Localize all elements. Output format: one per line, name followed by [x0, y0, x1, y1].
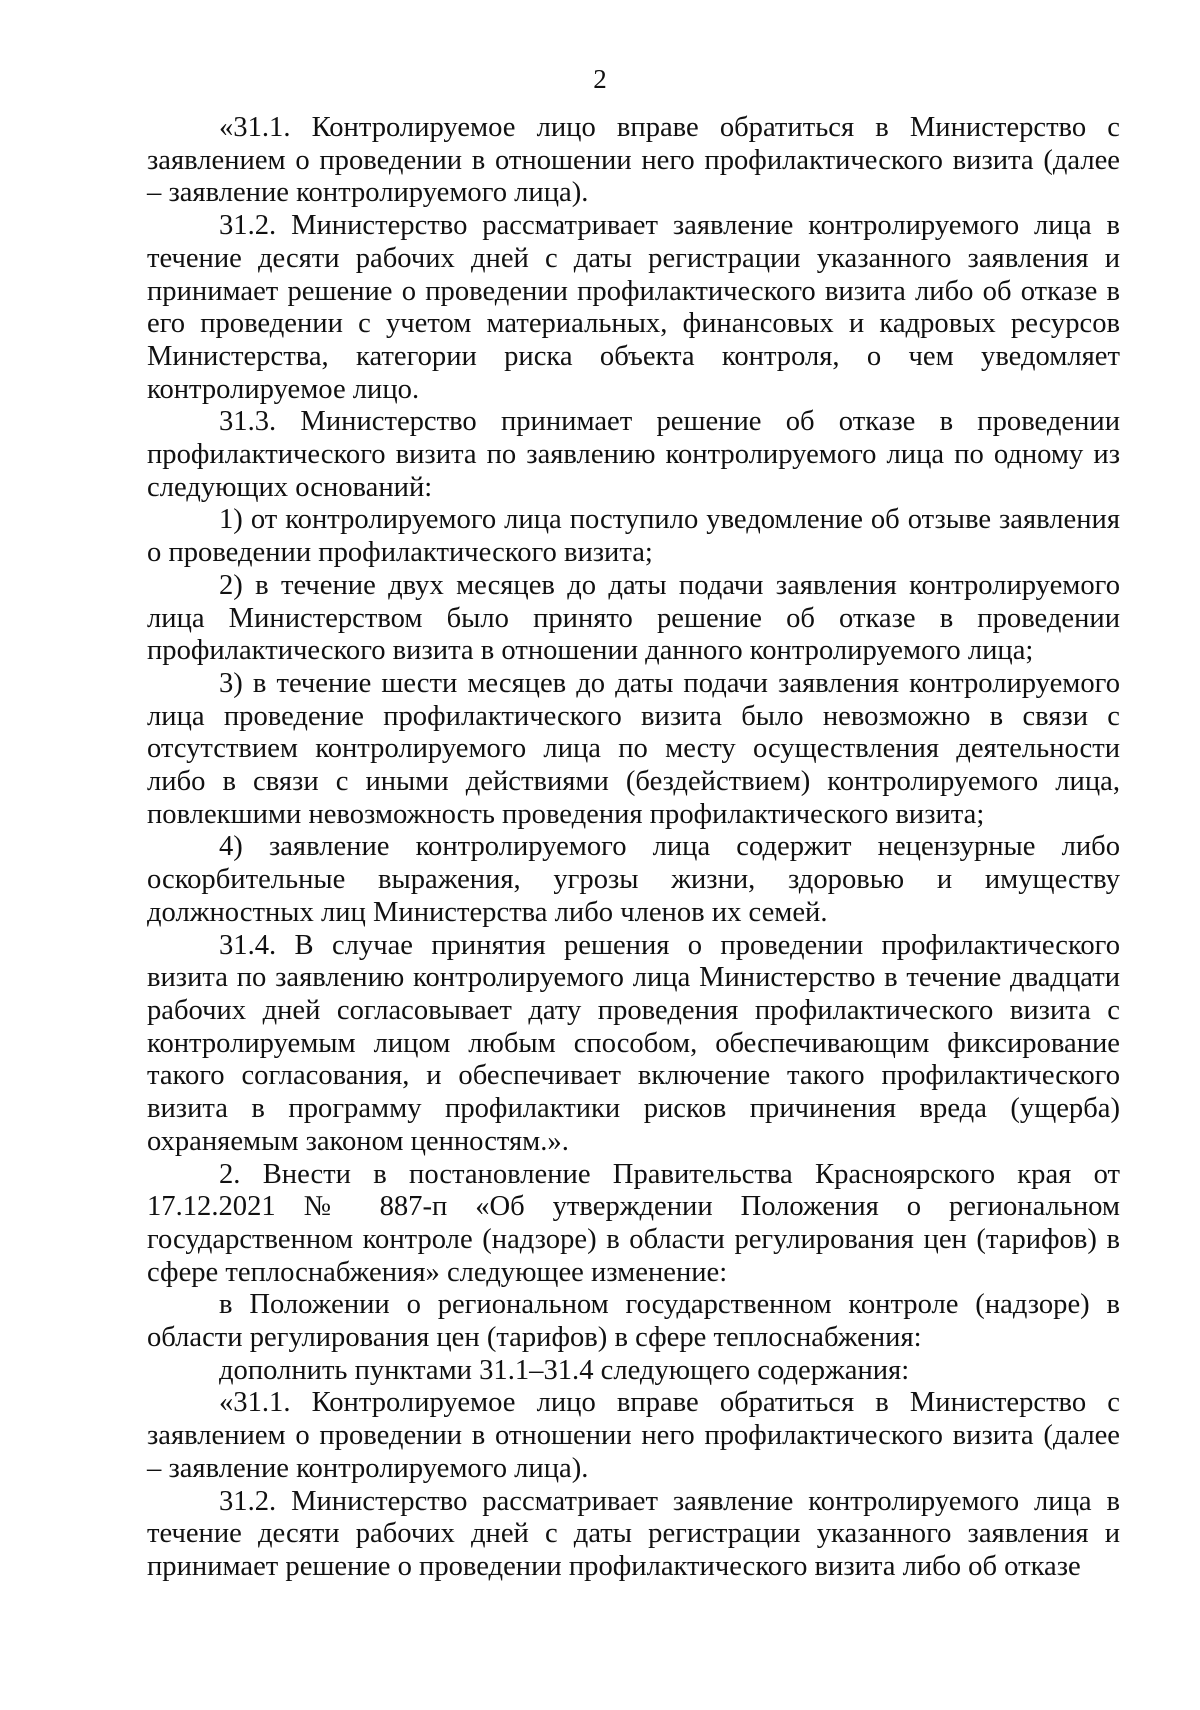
list-item-4: 4) заявление контролируемого лица содержит нецензурные либо оскорбительные выражения, угрозы жизни, здоровью и имуществу должностных лиц Министерства либо членов их семей. [147, 831, 1120, 928]
paragraph-31-1: «31.1. Контролируемое лицо вправе обратиться в Министерство с заявлением о проведении в отношении него профилактического визита (далее – заявление контролируемого лица). [147, 112, 1120, 209]
paragraph-31-2: 31.2. Министерство рассматривает заявление контролируемого лица в течение десяти рабочих дней с даты регистрации указанного заявления и принимает решение о проведении профилактического визита либо об отказе в его проведении с учетом материальных, финансовых и кадровых ресурсов Министерства, категории риска объекта контроля, о чем уведомляет контролируемое лицо. [147, 210, 1120, 405]
list-item-1: 1) от контролируемого лица поступило уведомление об отзыве заявления о проведении профилактического визита; [147, 504, 1120, 569]
list-item-2: 2) в течение двух месяцев до даты подачи заявления контролируемого лица Министерством было принято решение об отказе в проведении профилактического визита в отношении данного контролируемого лица; [147, 569, 1120, 667]
list-item-3: 3) в течение шести месяцев до даты подачи заявления контролируемого лица проведение профилактического визита было невозможно в связи с отсутствием контролируемого лица по месту осуществления деятельности либо в связи с иными действиями (бездействием) контролируемого лица, повлекшими невозможность проведения профилактического визита; [147, 667, 1120, 830]
paragraph-31-3: 31.3. Министерство принимает решение об отказе в проведении профилактического визита по заявлению контролируемого лица по одному из следующих оснований: [147, 406, 1120, 503]
paragraph-in-regulation: в Положении о региональном государственном контроле (надзоре) в области регулирования цен (тарифов) в сфере теплоснабжения: [147, 1289, 1120, 1354]
paragraph-31-1-repeat: «31.1. Контролируемое лицо вправе обратиться в Министерство с заявлением о проведении в отношении него профилактического визита (далее – заявление контролируемого лица). [147, 1387, 1120, 1484]
paragraph-31-4: 31.4. В случае принятия решения о проведении профилактического визита по заявлению контролируемого лица Министерство в течение двадцати рабочих дней согласовывает дату проведения профилактического визита с контролируемым лицом любым способом, обеспечивающим фиксирование такого согласования, и обеспечивает включение такого профилактического визита в программу профилактики рисков причинения вреда (ущерба) охраняемым законом ценностям.». [147, 929, 1120, 1157]
page-number: 2 [593, 64, 607, 94]
paragraph-item-2: 2. Внести в постановление Правительства Красноярского края от 17.12.2021 № 887-п «Об утверждении Положения о региональном государственном контроле (надзоре) в области регулирования цен (тарифов) в сфере теплоснабжения» следующее изменение: [147, 1158, 1120, 1288]
document-body [147, 112, 1120, 1584]
paragraph-31-2-repeat: 31.2. Министерство рассматривает заявление контролируемого лица в течение десяти рабочих дней с даты регистрации указанного заявления и принимает решение о проведении профилактического визита либо об отказе [147, 1485, 1120, 1582]
paragraph-supplement: дополнить пунктами 31.1–31.4 следующего содержания: [219, 1354, 910, 1386]
